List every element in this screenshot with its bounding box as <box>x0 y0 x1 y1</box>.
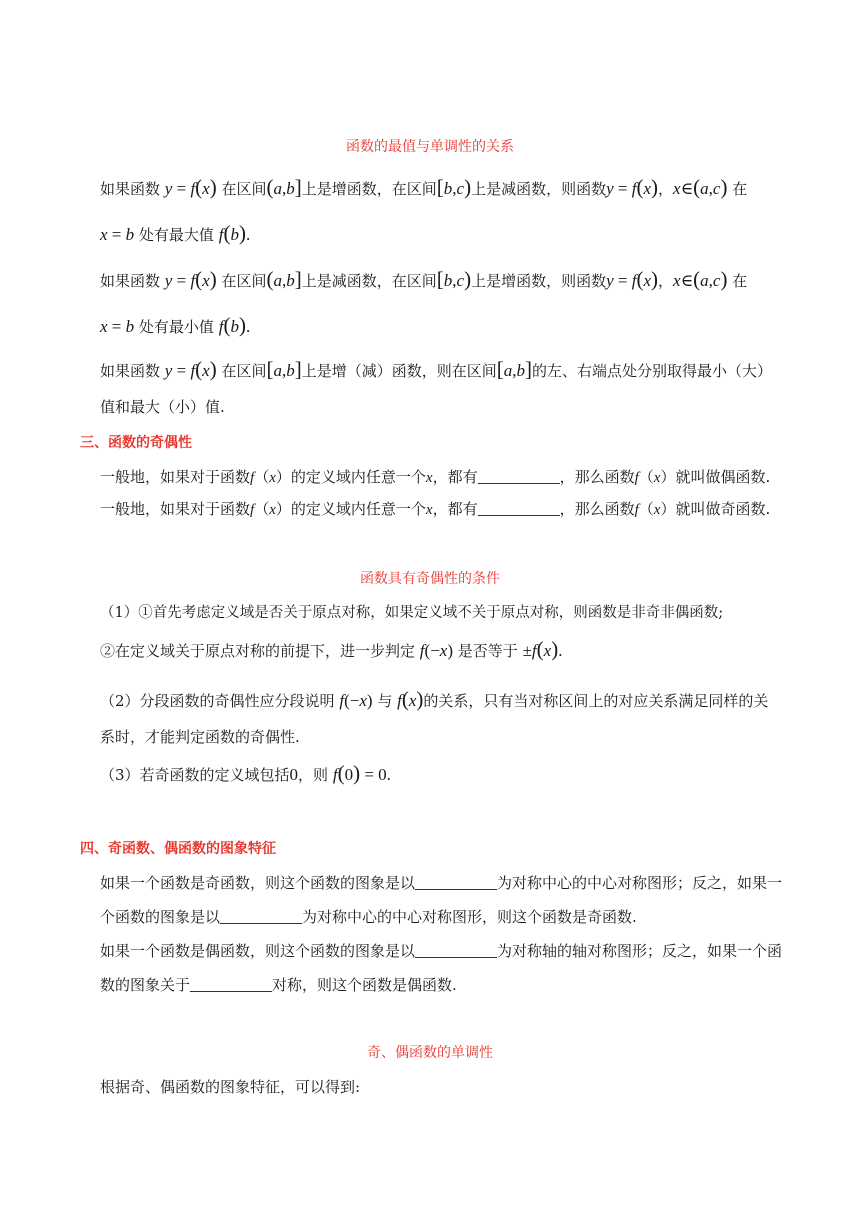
minmax-para-3-cont: 值和最大（小）值. <box>100 398 225 416</box>
even-graph-line-2: 数的图象关于 对称，则这个函数是偶函数. <box>100 976 457 994</box>
monotonicity-text: 根据奇、偶函数的图象特征，可以得到: <box>100 1078 361 1096</box>
minmax-para-3: 如果函数 y = f(x) 在区间[a,b]上是增（减）函数，则在区间[a,b]的左、右端点处分别取得最小（大） <box>100 357 773 381</box>
odd-graph-line-2: 个函数的图象是以 为对称中心的中心对称图形，则这个函数是奇函数. <box>100 908 637 926</box>
even-definition: 一般地，如果对于函数f（x）的定义域内任意一个x，都有 ，那么函数f（x）就叫做偶函数. <box>100 468 771 486</box>
minmax-para-1-cont: x = b 处有最大值 f(b). <box>100 221 251 245</box>
section3-heading: 三、函数的奇偶性 <box>80 435 192 451</box>
answer-blank[interactable] <box>478 501 560 516</box>
condition-3: （3）若奇函数的定义域包括0，则 f(0) = 0. <box>100 761 391 785</box>
minmax-title: 函数的最值与单调性的关系 <box>346 139 514 155</box>
answer-blank[interactable] <box>190 977 272 992</box>
odd-graph-line-1: 如果一个函数是奇函数，则这个函数的图象是以 为对称中心的中心对称图形；反之，如果一 <box>100 874 783 892</box>
parity-condition-title: 函数具有奇偶性的条件 <box>360 571 500 587</box>
answer-blank[interactable] <box>478 469 560 484</box>
odd-definition: 一般地，如果对于函数f（x）的定义域内任意一个x，都有 ，那么函数f（x）就叫做奇函数. <box>100 500 771 518</box>
minmax-para-1: 如果函数 y = f(x) 在区间(a,b]上是增函数，在区间[b,c)上是减函数，则函数y = f(x)，x∈(a,c) 在 <box>100 175 748 199</box>
condition-2-cont: 系时，才能判定函数的奇偶性. <box>100 728 300 746</box>
condition-2: （2）分段函数的奇偶性应分段说明 f(−x) 与 f(x)的关系，只有当对称区间上的对应关系满足同样的关 <box>100 687 769 711</box>
even-graph-line-1: 如果一个函数是偶函数，则这个函数的图象是以 为对称轴的轴对称图形；反之，如果一个函 <box>100 942 783 960</box>
answer-blank[interactable] <box>220 909 302 924</box>
monotonicity-title: 奇、偶函数的单调性 <box>367 1045 493 1061</box>
minmax-para-2-cont: x = b 处有最小值 f(b). <box>100 313 251 337</box>
minmax-para-2: 如果函数 y = f(x) 在区间(a,b]上是减函数，在区间[b,c)上是增函数，则函数y = f(x)，x∈(a,c) 在 <box>100 267 748 291</box>
answer-blank[interactable] <box>415 875 497 890</box>
condition-1-b: ②在定义域关于原点对称的前提下，进一步判定 f(−x) 是否等于 ±f(x). <box>100 637 563 661</box>
condition-1: （1）①首先考虑定义域是否关于原点对称，如果定义域不关于原点对称，则函数是非奇非偶函数; <box>100 605 724 621</box>
section4-heading: 四、奇函数、偶函数的图象特征 <box>80 841 276 857</box>
answer-blank[interactable] <box>415 943 497 958</box>
